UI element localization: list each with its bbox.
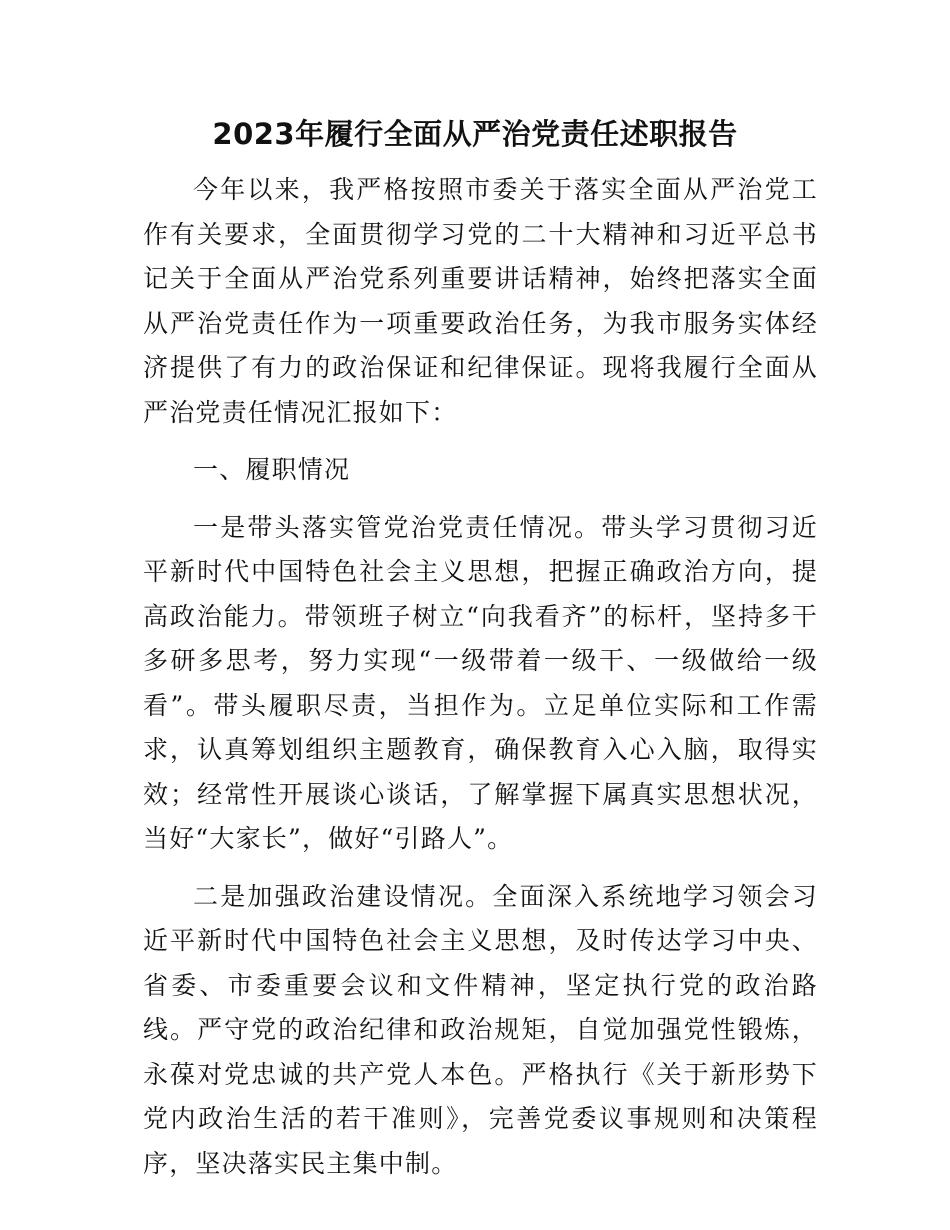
paragraph-responsibility: 一是带头落实管党治党责任情况。带头学习贯彻习近平新时代中国特色社会主义思想，把握正确政治方向，提高政治能力。带领班子树立“向我看齐”的标杆，坚持多干多研多思考，努力实现“一级带着一级干、一级做给一级看”。带头履职尽责，当担作为。立足单位实际和工作需求，认真筹划组织主题教育，确保教育入心入脑，取得实效；经常性开展谈心谈话，了解掌握下属真实思想状况，当好“大家长”，做好“引路人”。 <box>143 512 818 853</box>
section-heading-duty: 一、履职情况 <box>193 455 351 484</box>
document-title: 2023年履行全面从严治党责任述职报告 <box>212 117 738 151</box>
document-body <box>143 168 818 1199</box>
paragraph-intro: 今年以来，我严格按照市委关于落实全面从严治党工作有关要求，全面贯彻学习党的二十大精神和习近平总书记关于全面从严治党系列重要讲话精神，始终把落实全面从严治党责任作为一项重要政治任务，为我市服务实体经济提供了有力的政治保证和纪律保证。现将我履行全面从严治党责任情况汇报如下： <box>143 175 818 427</box>
paragraph-political-construction: 二是加强政治建设情况。全面深入系统地学习领会习近平新时代中国特色社会主义思想，及时传达学习中央、省委、市委重要会议和文件精神，坚定执行党的政治路线。严守党的政治纪律和政治规矩，自觉加强党性锻炼，永葆对党忠诚的共产党人本色。严格执行《关于新形势下党内政治生活的若干准则》，完善党委议事规则和决策程序，坚决落实民主集中制。 <box>143 881 818 1178</box>
